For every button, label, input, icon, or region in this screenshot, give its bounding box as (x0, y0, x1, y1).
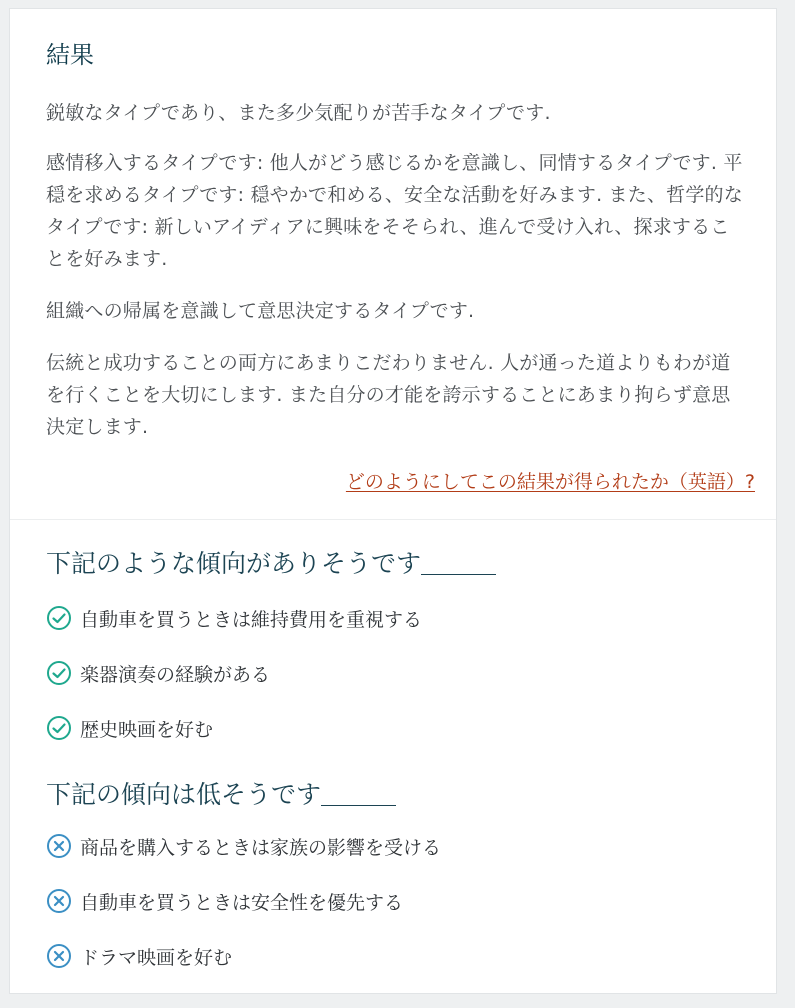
how-results-link[interactable]: どのようにしてこの結果が得られたか（英語）? (345, 471, 755, 493)
unlikely-trait-item (46, 886, 403, 916)
result-paragraph-1: 鋭敏なタイプであり、また多少気配りが苦手なタイプです. (46, 102, 551, 124)
x-circle-icon (46, 943, 72, 969)
unlikely-trait-label: ドラマ映画を好む (80, 946, 233, 969)
unlikely-trait-item (46, 831, 441, 861)
check-circle-icon (46, 660, 72, 686)
likely-trait-item (46, 603, 422, 633)
likely-trait-item (46, 658, 270, 688)
result-paragraph-2: 感情移入するタイプです: 他人がどう感じるかを意識し、同情するタイプです. 平穏を求めるタイプです: 穏やかで和める、安全な活動を好みます. また、哲学的なタイプです: 新しいアイディアに興味をそそられ、進んで受け入れ、探求することを好みます. (46, 152, 743, 270)
result-title: 結果 (46, 41, 94, 69)
result-section (10, 9, 776, 520)
check-circle-icon (46, 605, 72, 631)
likely-trait-label: 楽器演奏の経験がある (80, 663, 271, 686)
likely-trait-item (46, 713, 213, 743)
x-circle-icon (46, 833, 72, 859)
unlikely-trait-label: 自動車を買うときは安全性を優先する (80, 891, 404, 914)
x-circle-icon (46, 888, 72, 914)
check-circle-icon (46, 715, 72, 741)
result-paragraph-4: 伝統と成功することの両方にあまりこだわりません. 人が通った道よりもわが道を行くことを大切にします. また自分の才能を誇示することにあまり拘らず意思決定します. (46, 352, 731, 438)
result-card (9, 8, 777, 994)
likely-trait-label: 歴史映画を好む (80, 718, 214, 741)
result-paragraph-3: 組織への帰属を意識して意思決定するタイプです. (46, 300, 475, 322)
likely-traits-heading: 下記のような傾向がありそうです＿＿＿ (46, 549, 497, 578)
unlikely-trait-item (46, 941, 232, 971)
unlikely-trait-label: 商品を購入するときは家族の影響を受ける (80, 836, 442, 859)
likely-trait-label: 自動車を買うときは維持費用を重視する (80, 608, 423, 631)
unlikely-traits-heading: 下記の傾向は低そうです＿＿＿ (46, 780, 397, 809)
